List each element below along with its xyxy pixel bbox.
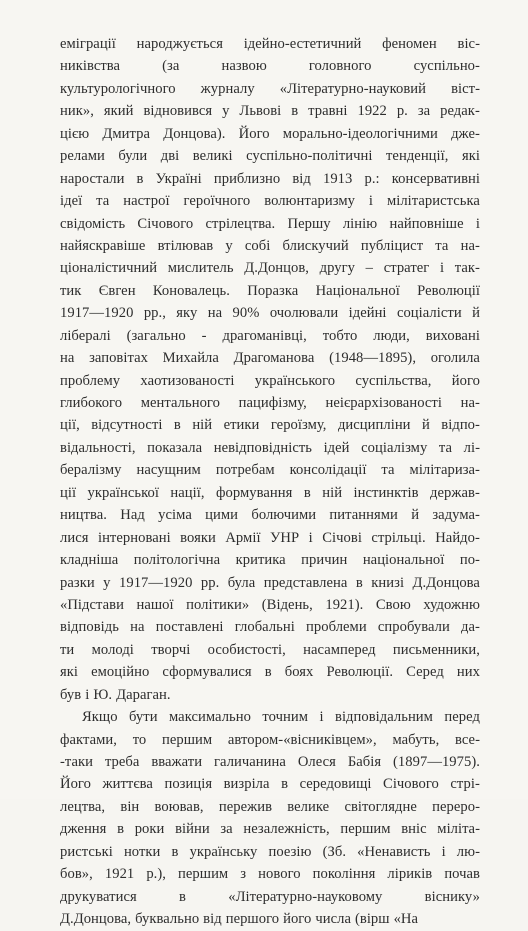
text-line: -таки треба вважати галичанина Олеся Бабія (1897—1975). xyxy=(60,754,480,770)
text-line: проблему хаотизованості українського суспільства, його xyxy=(60,372,480,389)
text-line: Д.Донцова, буквально від першого його числа (вірш «На xyxy=(60,911,419,928)
text-line: ідеї та настрої героїчного волюнтаризму і мілітаристська xyxy=(60,193,480,210)
text-line: які емоційно сформувалися в боях Революції. Серед них xyxy=(60,664,480,681)
text-line: ції української нації, формування в ній інстинктів держав- xyxy=(60,484,480,501)
text-line: ристські нотки в українську поезію (Зб. «Ненависть і лю- xyxy=(60,843,480,860)
text-line: дження в роки війни за незалежність, першим вніс мілітa- xyxy=(60,821,480,838)
text-line: був і Ю. Дараган. xyxy=(60,686,171,703)
text-line: тик Євген Коновалець. Поразка Національної Революції xyxy=(60,282,480,299)
text-line: цією Дмитра Донцова). Його морально-ідеологічними дже- xyxy=(60,125,480,142)
paragraph xyxy=(60,33,480,706)
text-line: наростали в Україні приблизно від 1913 р.: консервативні xyxy=(60,170,480,187)
text-line: лібералі (загально - драгоманівці, тобто люди, виховані xyxy=(60,327,480,344)
text-line: «Підстави нашої політики» (Відень, 1921). Свою художню xyxy=(60,596,480,613)
text-line: ництва. Над усіма цими болючими питаннями й задума- xyxy=(60,507,480,524)
text-line: релами були дві великі суспільно-політичні тенденції, які xyxy=(60,148,480,165)
text-line: ціоналістичний мислитель Д.Донцов, другу – стратег і так- xyxy=(60,260,480,277)
text-line: друкуватися в «Літературно-науковому віснику» xyxy=(60,888,480,905)
text-line: разки у 1917—1920 рр. була представлена в книзі Д.Донцова xyxy=(60,574,480,591)
text-line: Його життєва позиція визріла в середовищі Січового стрі- xyxy=(60,776,480,793)
text-line: найяскравіше втілював у собі блискучий публіцист та на- xyxy=(60,237,480,254)
text-line: кладніша політологічна критика причин національної по- xyxy=(60,552,480,569)
text-line: бов», 1921 р.), першим з нового покоління ліриків почав xyxy=(60,866,480,883)
text-line: ції, відсутності в ній етики героїзму, дисципліни й відпо- xyxy=(60,417,480,434)
text-line: еміграції народжується ідейно-естетичний феномен віс- xyxy=(60,36,480,52)
text-line: ник», який відновився у Львові в травні 1922 р. за редак- xyxy=(60,103,480,120)
text-line: Якщо бути максимально точним і відповідальним перед xyxy=(82,709,480,726)
text-line: культурологічного журналу «Літературно-науковий віст- xyxy=(60,80,480,97)
text-line: відповідь на поставлені глобальні проблеми спробували да- xyxy=(60,619,480,636)
body-text xyxy=(60,33,480,931)
text-line: 1917—1920 рр., яку на 90% очолювали ідейні соціалісти й xyxy=(60,305,480,322)
text-line: ти молоді творчі особистості, насамперед письменники, xyxy=(60,641,480,658)
text-line: фактами, то першим автором-«вісниківцем», мабуть, все- xyxy=(60,731,480,748)
text-line: на заповітах Михайла Драгоманова (1948—1895), оголила xyxy=(60,350,480,367)
text-line: лися інтерновані вояки Армії УНР і Січові стрільці. Найдо- xyxy=(60,529,480,546)
text-line: никівства (за назвою головного суспільно- xyxy=(60,58,480,75)
text-line: свідомість Січового стрілецтва. Першу лінію найповніше і xyxy=(60,215,480,232)
paragraph xyxy=(60,706,480,930)
text-line: відальності, показала невідповідність ідей соціалізму та лі- xyxy=(60,439,480,456)
text-line: лецтва, він воював, пережив велике світоглядне перерo- xyxy=(60,798,480,815)
text-line: бералізму насущним потребам консолідації та мілітаризa- xyxy=(60,462,480,479)
text-line: глибокого ментального пацифізму, неієрархізованості на- xyxy=(60,395,480,411)
